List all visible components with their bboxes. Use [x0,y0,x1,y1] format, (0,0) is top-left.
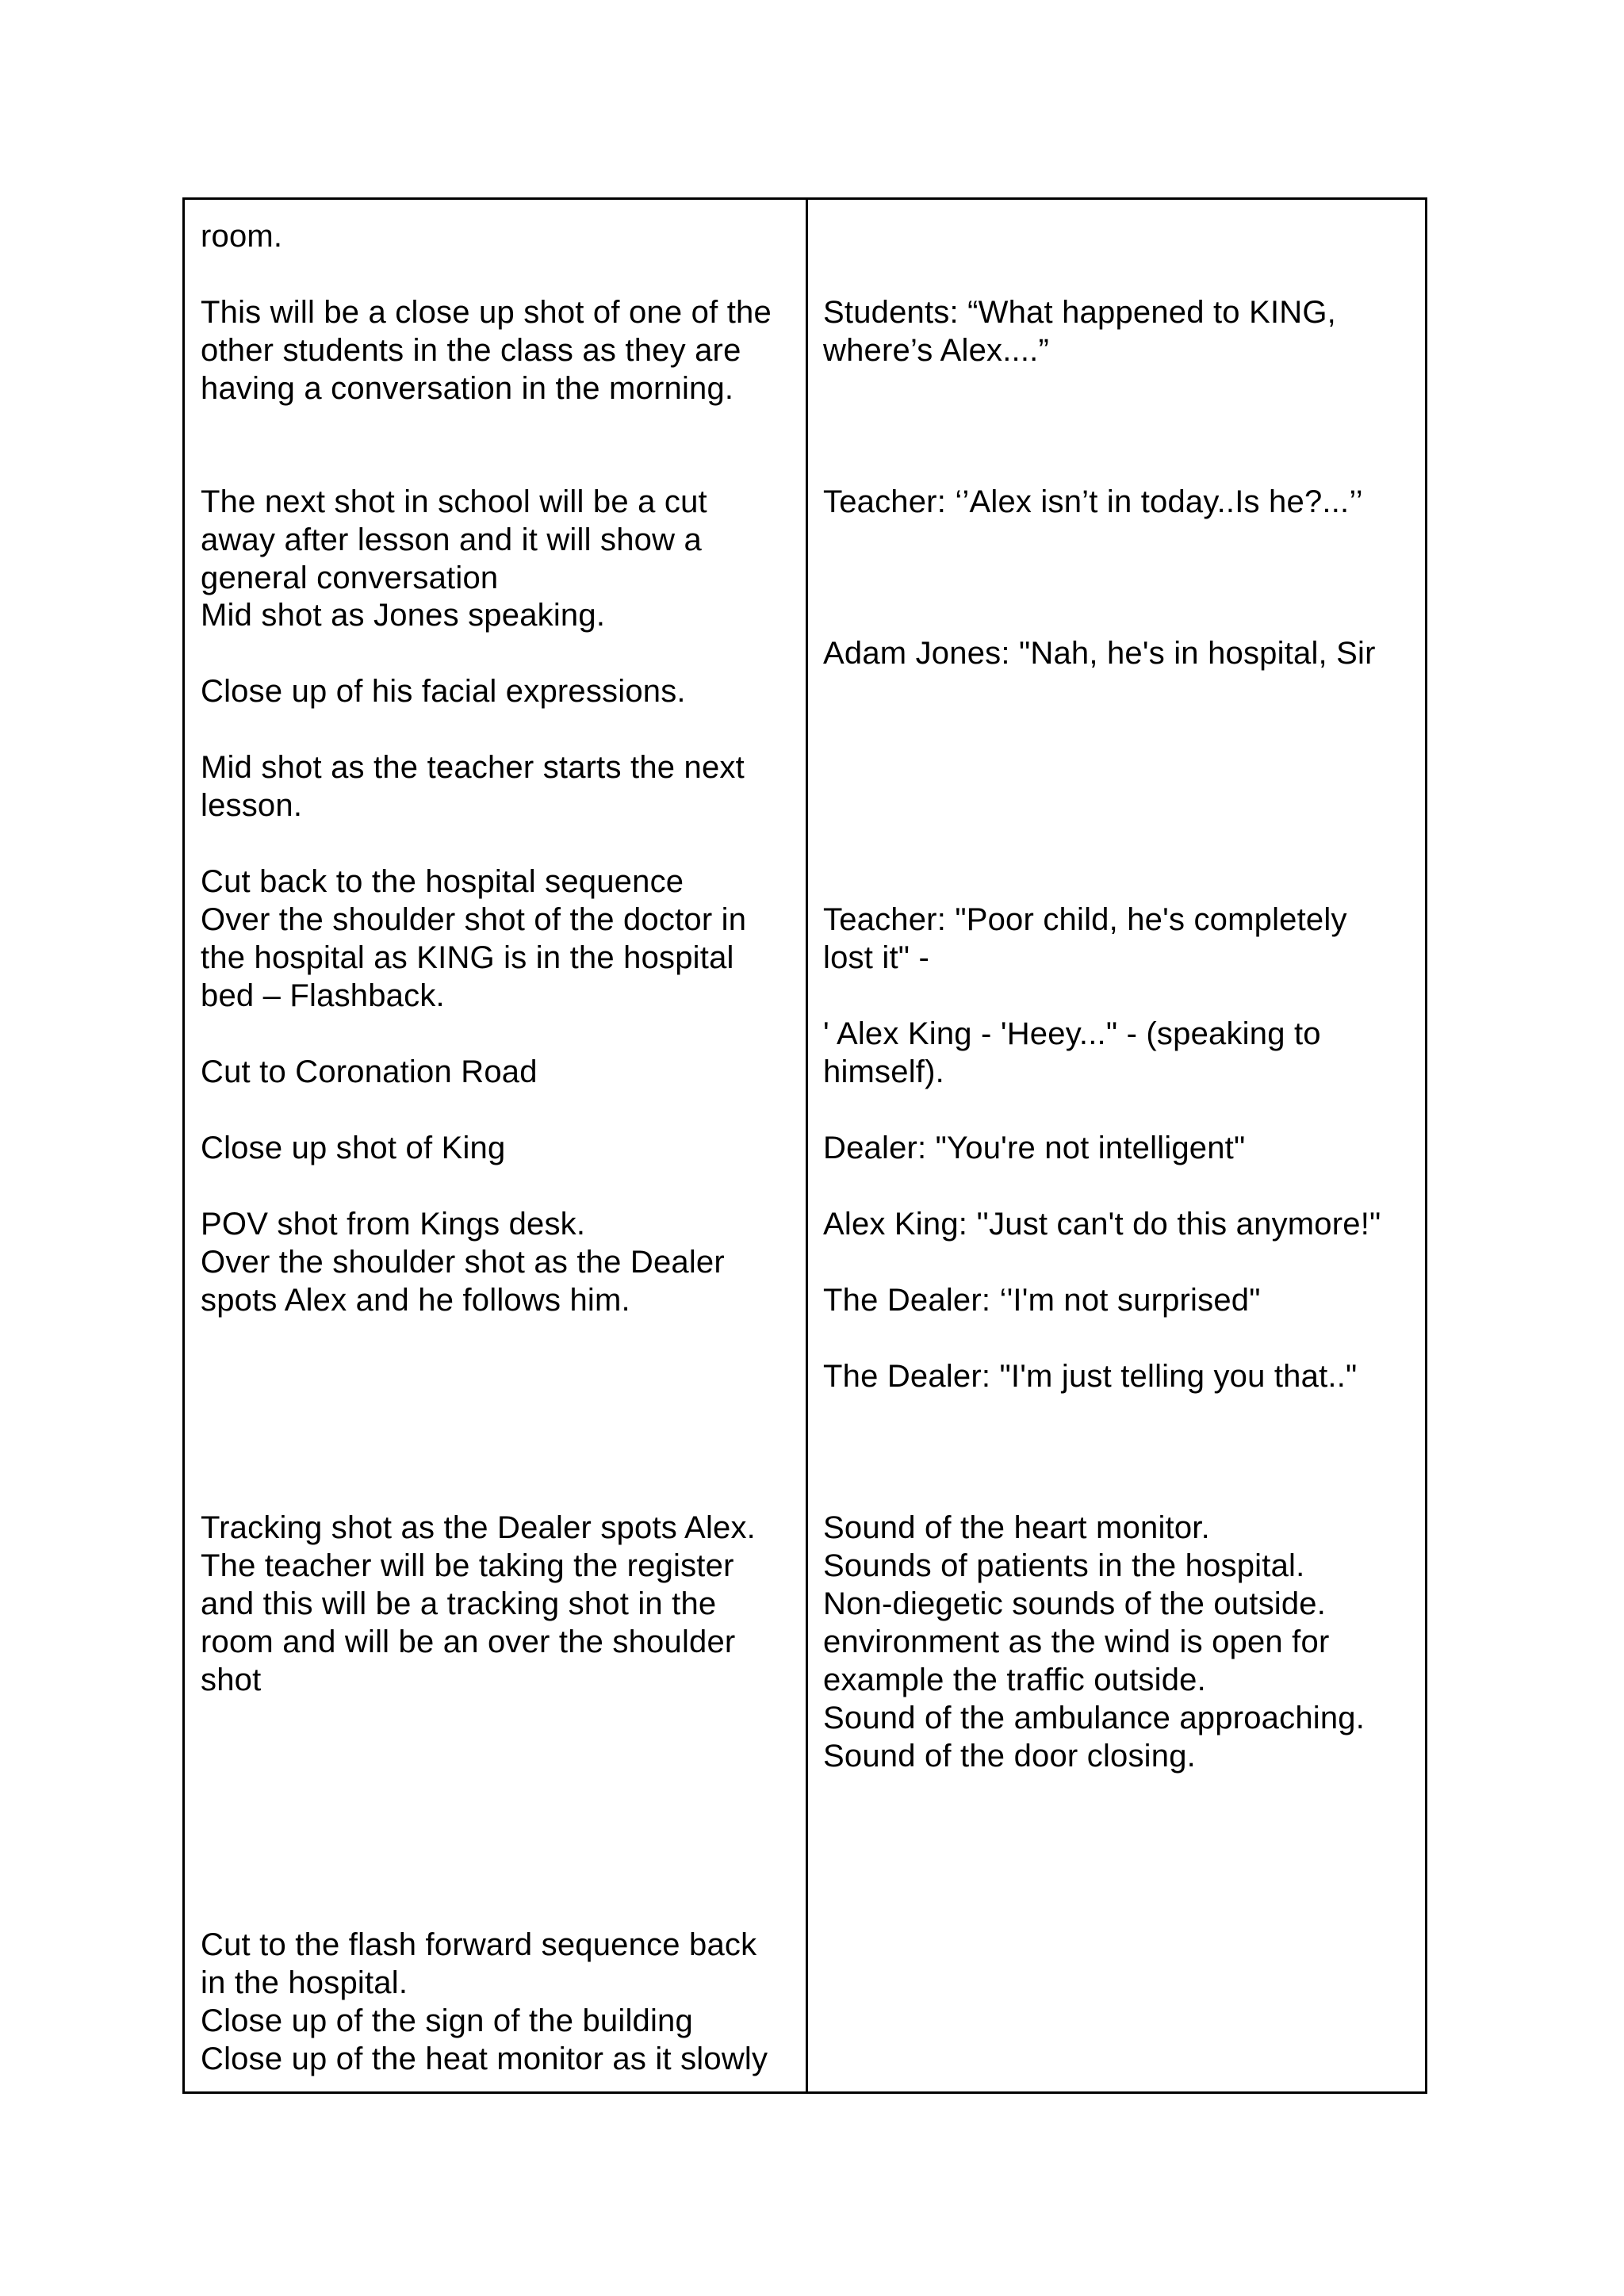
shot-line: The teacher will be taking the register [201,1548,734,1583]
shot-line: Mid shot as Jones speaking. [201,598,606,633]
shot-line: Cut back to the hospital sequence [201,864,684,899]
dialogue-line: Students: “What happened to KING, [823,295,1336,330]
sound-line: Non-diegetic sounds of the outside. [823,1586,1327,1621]
dialogue-line: The Dealer: "I'm just telling you that.." [823,1359,1358,1394]
dialogue-line: Adam Jones: "Nah, he's in hospital, Sir [823,636,1376,671]
dialogue-line: lost it" - [823,940,929,975]
script-table [182,197,1427,2094]
dialogue-line: Alex King: ''Just can't do this anymore!" [823,1207,1381,1242]
dialogue-line: where’s Alex....” [823,333,1050,368]
sound-line: example the traffic outside. [823,1663,1206,1697]
shot-line: spots Alex and he follows him. [201,1283,630,1318]
shot-line: Cut to the flash forward sequence back [201,1927,757,1962]
shot-description-column [185,200,806,2091]
shot-line: room. [201,219,283,254]
shot-line: the hospital as KING is in the hospital [201,940,734,975]
shot-line: Close up of his facial expressions. [201,674,686,709]
shot-line: Cut to Coronation Road [201,1054,538,1089]
shot-line: This will be a close up shot of one of the [201,295,772,330]
sound-line: environment as the wind is open for [823,1624,1330,1659]
shot-line: Close up of the heat monitor as it slowly [201,2042,768,2076]
shot-line: away after lesson and it will show a [201,522,702,557]
dialogue-sound-column [808,200,1425,2091]
sound-line: Sounds of patients in the hospital. [823,1548,1305,1583]
shot-line: Close up of the sign of the building [201,2003,693,2038]
shot-line: in the hospital. [201,1965,408,2000]
shot-line: shot [201,1663,262,1697]
shot-line: The next shot in school will be a cut [201,484,707,519]
shot-line: bed – Flashback. [201,978,445,1013]
shot-line: general conversation [201,561,499,595]
dialogue-line: Teacher: ‘’Alex isn’t in today..Is he?...’’ [823,484,1363,519]
sound-line: Sound of the heart monitor. [823,1510,1210,1545]
dialogue-line: ' Alex King - 'Heey..." - (speaking to [823,1016,1321,1051]
shot-line: lesson. [201,788,303,823]
dialogue-line: himself). [823,1054,944,1089]
shot-line: and this will be a tracking shot in the [201,1586,717,1621]
shot-line: Over the shoulder shot as the Dealer [201,1245,725,1280]
sound-line: Sound of the door closing. [823,1739,1196,1774]
shot-line: Mid shot as the teacher starts the next [201,750,745,785]
sound-line: Sound of the ambulance approaching. [823,1701,1365,1735]
shot-line: Close up shot of King [201,1131,506,1165]
shot-line: having a conversation in the morning. [201,371,734,406]
shot-line: POV shot from Kings desk. [201,1207,586,1242]
dialogue-line: The Dealer: ‘'I'm not surprised" [823,1283,1261,1318]
dialogue-line: Dealer: "You're not intelligent" [823,1131,1246,1165]
shot-line: Tracking shot as the Dealer spots Alex. [201,1510,756,1545]
shot-line: other students in the class as they are [201,333,741,368]
shot-line: room and will be an over the shoulder [201,1624,736,1659]
dialogue-line: Teacher: "Poor child, he's completely [823,902,1347,937]
shot-line: Over the shoulder shot of the doctor in [201,902,747,937]
